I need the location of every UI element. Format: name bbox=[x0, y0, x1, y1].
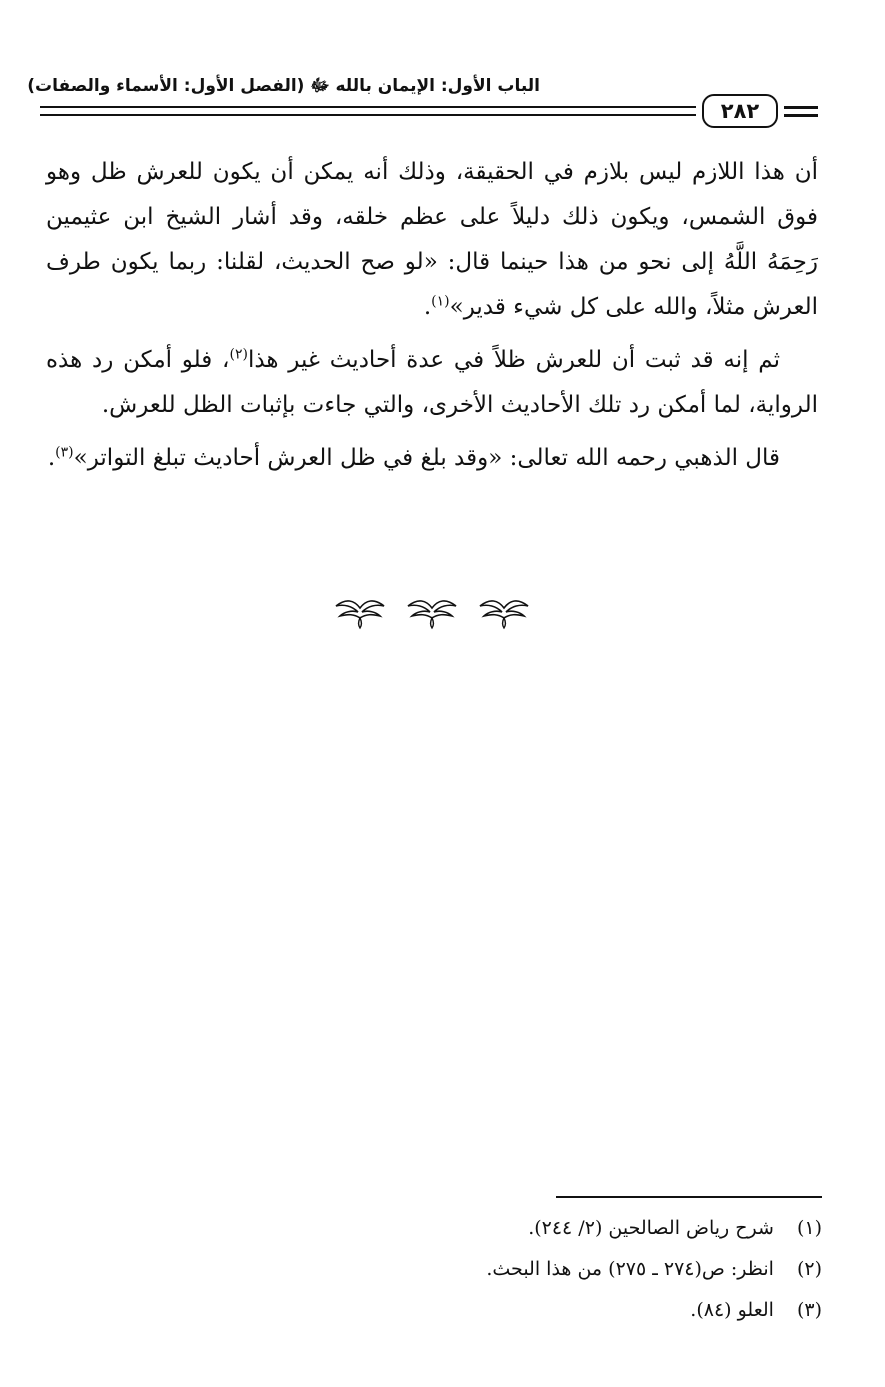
footnote-ref[interactable]: (١) bbox=[431, 293, 450, 310]
section-divider bbox=[332, 592, 532, 632]
footnote-text: العلو (٨٤). bbox=[690, 1299, 774, 1321]
paragraph-text: قال الذهبي رحمه الله تعالى: «وقد بلغ في ظل العرش أحاديث تبلغ التواتر» bbox=[73, 445, 780, 471]
footnotes bbox=[300, 1208, 822, 1331]
ornament-icon bbox=[476, 594, 532, 630]
footnote-ref[interactable]: (٢) bbox=[229, 346, 248, 363]
header-rule bbox=[40, 114, 696, 116]
paragraph-text: ثم إنه قد ثبت أن للعرش ظلاً في عدة أحاديث غير هذا bbox=[247, 347, 780, 373]
header-rule bbox=[784, 106, 818, 109]
ornament-icon bbox=[332, 594, 388, 630]
paragraph-text: أن هذا اللازم ليس بلازم في الحقيقة، وذلك أنه يمكن أن يكون للعرش ظل وهو فوق الشمس، ويكون ذلك دليلاً على عظم خلقه، وقد أشار الشيخ ابن عثيمين رَحِمَهُ اللَّهُ إلى نحو من هذا حينما قال: «لو صح الحديث، لقلنا: ربما يكون طرف العرش مثلاً، والله على كل شيء قدير» bbox=[46, 159, 818, 320]
paragraph bbox=[46, 338, 818, 428]
footnote-number: (٢) bbox=[796, 1258, 822, 1280]
chapter-title: الباب الأول: الإيمان بالله ﷻ (الفصل الأول: الأسماء والصفات) bbox=[27, 76, 540, 96]
footnote-text: شرح رياض الصالحين (٢/ ٢٤٤). bbox=[528, 1217, 774, 1239]
main-text bbox=[46, 150, 818, 489]
footnote-number: (١) bbox=[796, 1217, 822, 1239]
paragraph-tail: . bbox=[423, 294, 432, 320]
footnote-text: انظر: ص(٢٧٤ ـ ٢٧٥) من هذا البحث. bbox=[486, 1258, 774, 1280]
paragraph bbox=[46, 150, 818, 330]
paragraph bbox=[46, 436, 818, 481]
footnote bbox=[300, 1249, 822, 1290]
footnote-separator bbox=[556, 1196, 822, 1198]
ornament-icon bbox=[404, 594, 460, 630]
footnote bbox=[300, 1208, 822, 1249]
footnote-ref[interactable]: (٣) bbox=[55, 444, 74, 461]
paragraph-tail: . bbox=[47, 445, 56, 471]
page-number: ٢٨٢ bbox=[702, 94, 778, 128]
paragraph-tail: ، فلو أمكن رد هذه الرواية، لما أمكن رد تلك الأحاديث الأخرى، والتي جاءت بإثبات الظل للعرش. bbox=[46, 347, 818, 418]
footnote bbox=[300, 1290, 822, 1331]
footnote-number: (٣) bbox=[796, 1299, 822, 1321]
header-rule bbox=[40, 106, 696, 108]
header-rule bbox=[784, 114, 818, 117]
